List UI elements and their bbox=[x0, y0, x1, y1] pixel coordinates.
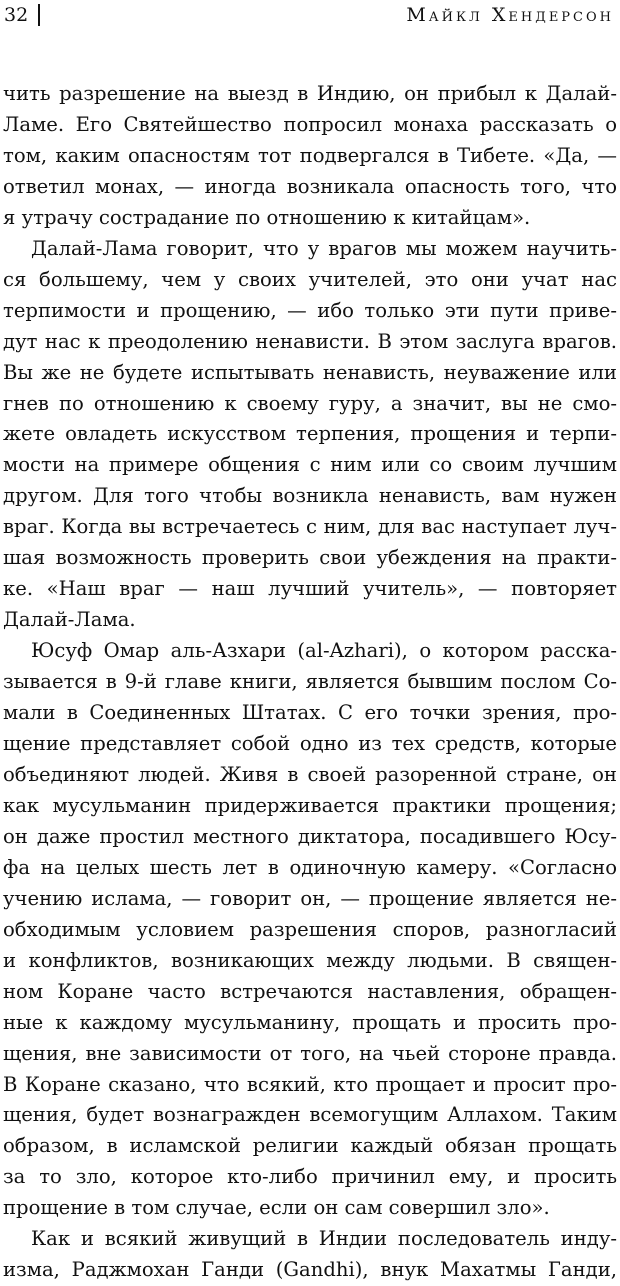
text-line: и конфликтов, возникающих между людьми. В священ- bbox=[3, 948, 617, 972]
text-line: терпимости и прощению, — ибо только эти пути приве- bbox=[3, 298, 617, 322]
text-line: враг. Когда вы встречаетесь с ним, для вас наступает луч- bbox=[3, 515, 617, 539]
text-line: дут нас к преодолению ненависти. В этом заслуга врагов. bbox=[3, 329, 617, 353]
text-line: ные к каждому мусульманину, прощать и просить про- bbox=[3, 1010, 617, 1034]
text-line: ке. «Наш враг — наш лучший учитель», — повторяет bbox=[3, 577, 617, 601]
author-name: Майкл Хендерсон bbox=[406, 4, 614, 26]
text-line: жете овладеть искусством терпения, прощения и терпи- bbox=[3, 422, 617, 446]
text-line: ном Коране часто встречаются наставления, обращен- bbox=[3, 979, 617, 1003]
text-line: другом. Для того чтобы возникла ненависть, вам нужен bbox=[3, 484, 617, 508]
text-line: гнев по отношению к своему гуру, а значит, вы не смо- bbox=[3, 391, 617, 415]
text-line: за то зло, которое кто-либо причинил ему, и просить bbox=[3, 1165, 617, 1189]
text-line: ответил монах, — иногда возникала опасность того, что bbox=[3, 174, 617, 198]
text-line: учению ислама, — говорит он, — прощение является не- bbox=[3, 886, 617, 910]
text-line: обходимым условием разрешения споров, разногласий bbox=[3, 917, 617, 941]
text-line: шая возможность проверить свои убеждения на практи- bbox=[3, 546, 617, 570]
text-line: щение представляет собой одно из тех средств, которые bbox=[3, 732, 617, 756]
text-line: фа на целых шесть лет в одиночную камеру. «Согласно bbox=[3, 855, 617, 879]
text-line: чить разрешение на выезд в Индию, он прибыл к Далай- bbox=[3, 82, 617, 105]
text-line: щения, будет вознагражден всемогущим Аллахом. Таким bbox=[3, 1103, 617, 1127]
text-line: изма, Раджмохан Ганди (Gandhi), внук Махатмы Ганди, bbox=[3, 1258, 617, 1282]
text-line: том, каким опасностям тот подвергался в Тибете. «Да, — bbox=[3, 143, 617, 167]
body-text bbox=[3, 79, 617, 1286]
text-line: Далай-Лама говорит, что у врагов мы можем научить- bbox=[31, 236, 617, 260]
text-line: Далай-Лама. bbox=[3, 608, 136, 632]
text-line: как мусульманин придерживается практики прощения; bbox=[3, 793, 617, 817]
text-line: я утрачу сострадание по отношению к китайцам». bbox=[3, 205, 531, 229]
text-line: зывается в 9-й главе книги, является бывшим послом Со- bbox=[3, 670, 617, 694]
text-line: прощение в том случае, если он сам совершил зло». bbox=[3, 1196, 550, 1220]
text-line: Юсуф Омар аль-Азхари (al-Azhari), о котором расска- bbox=[31, 639, 617, 663]
text-line: Как и всякий живущий в Индии последователь инду- bbox=[31, 1227, 617, 1251]
text-line: Вы же не будете испытывать ненависть, неуважение или bbox=[3, 360, 617, 384]
text-line: В Коране сказано, что всякий, кто прощает и просит про- bbox=[3, 1072, 617, 1096]
text-line: объединяют людей. Живя в своей разоренной стране, он bbox=[3, 762, 617, 786]
text-line: щения, вне зависимости от того, на чьей стороне правда. bbox=[3, 1041, 617, 1065]
text-line: Ламе. Его Святейшество попросил монаха рассказать о bbox=[3, 112, 617, 136]
running-head bbox=[4, 0, 614, 30]
text-line: мали в Соединенных Штатах. С его точки зрения, про- bbox=[3, 701, 617, 725]
header-divider bbox=[38, 4, 40, 26]
text-line: он даже простил местного диктатора, посадившего Юсу- bbox=[3, 824, 617, 848]
text-line: образом, в исламской религии каждый обязан прощать bbox=[3, 1134, 617, 1158]
page-number: 32 bbox=[4, 4, 29, 26]
text-line: мости на примере общения с ним или со своим лучшим bbox=[3, 453, 617, 477]
text-line: ся большему, чем у своих учителей, это они учат нас bbox=[3, 267, 617, 291]
